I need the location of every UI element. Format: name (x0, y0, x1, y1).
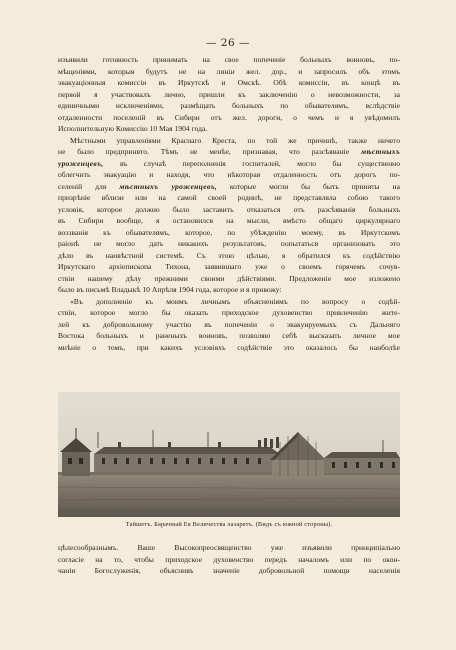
main-text-top (58, 54, 400, 353)
text-line: Мѣстными управленіями Краснаго Креста, по той же причинѣ, также ничего (70, 135, 400, 145)
text-line: условія, которое должно было заставить отказаться отъ разсѣяванія больныхъ (58, 204, 400, 214)
text-line: «Въ дополненіе къ моимъ личнымъ объясненіямъ по вопросу о содѣй- (70, 296, 400, 306)
text-line: единичными исключеніями, размѣщать больныхъ по обывателямъ, вслѣдствіе (58, 101, 400, 110)
text-line: лей къ добровольному участію въ попеченіи о эвакуируемыхъ съ Дальняго (58, 319, 400, 329)
text-line: раіонѣ не могло дать никакихъ результатовъ, попытаться организовать это (58, 239, 400, 248)
hospital-barracks-photo (58, 392, 400, 517)
photo-caption: Тайшетъ. Барачный Ея Величества лазаретъ. (Видъ съ южной стороны). (125, 521, 333, 528)
text-fragment: не было предпринято. Тѣмъ не менѣе, признавая, что разсѣяваніе (58, 147, 350, 156)
text-line: Востока больныхъ и раненыхъ воиновъ, позволяю себѣ высказать личное мое (58, 331, 400, 340)
text-fragment: которые могли бы быть приняты на (229, 181, 400, 191)
text-line: было въ письмѣ Владыкѣ 10 Апрѣля 1904 года, которое и я привожу: (58, 285, 282, 294)
text-line: первой я участвовалъ лично, пришли къ заключенію о невозможности, за (58, 89, 400, 99)
emphasis-text: мѣстныхъ (360, 147, 400, 156)
text-line: въ Сибири вообще, я остановился на мысли, вмѣсто общаго циркулярнаго (58, 216, 400, 225)
text-line: призрѣніе вблизи или на самой своей родинѣ, не представляла собою такого (58, 193, 400, 202)
main-text-bottom (58, 542, 400, 577)
text-line: мѣщеніями, которыя будутъ не на линіи жел. дор., и запросилъ объ этомъ (58, 66, 400, 76)
text-line: ствіи, которое могло бы оказать приходское духовенство привлеченію жите- (58, 308, 400, 317)
text-fragment: въ случаѣ переполненія госпиталей, могло бы существенно (119, 158, 400, 168)
text-line: Исполнительную Комиссію 10 Мая 1904 года. (58, 124, 208, 133)
text-line: цѣлесообразнымъ. Ваше Высокопреосвященство уже изъявили принципіально (58, 543, 400, 552)
text-line: Иркутскаго архіепископа Тихона, заявившаго уже о своемъ горячемъ сочув- (58, 262, 400, 271)
emphasis-text: мѣстныхъ уроженцевъ, (119, 181, 217, 191)
text-line: отдаленности поселеній въ Сибири отъ жел. дороги, о чемъ и я увѣдомилъ (58, 112, 400, 122)
text-line: мнѣніе о томъ, при какихъ условіяхъ содѣйствіе это оказалось бы наиболѣе (58, 342, 400, 352)
text-line: воззванія къ обывателямъ, которое, по убѣжденію моему, въ Иркутскомъ (58, 227, 400, 237)
photo-illustration (58, 392, 400, 517)
page-number: — 26 — (205, 37, 251, 49)
text-fragment: селеній для (58, 181, 107, 191)
text-line (58, 158, 400, 170)
text-line: дѣло въ наивѣстной системѣ. Съ этою цѣлью, я обратился къ содѣйствію (58, 250, 400, 260)
text-line: согласіе на то, чтобы приходское духовенство передъ началомъ или по окон- (58, 554, 400, 564)
text-line (58, 181, 400, 193)
text-line: облегчить эвакуацію и находя, что нѣкоторая отдаленность отъ дорогъ по- (58, 170, 400, 179)
text-line: чаніи Богослуженія, объяснивъ значеніе добровольной помощи населенія (58, 566, 400, 575)
text-line: изъявили готовность принимать на свое попеченіе больныхъ воиновъ, по- (58, 55, 400, 64)
emphasis-text: уроженцевъ, (58, 158, 104, 168)
text-line (58, 146, 400, 158)
text-line: ствіи нашему дѣлу прежними своими дѣйствіями. Предложеніе мое изложено (58, 273, 400, 283)
text-line: эвакуаціонныя комиссіи въ Иркутскѣ и Омскѣ. Обѣ комиссіи, въ концѣ въ (58, 78, 400, 87)
